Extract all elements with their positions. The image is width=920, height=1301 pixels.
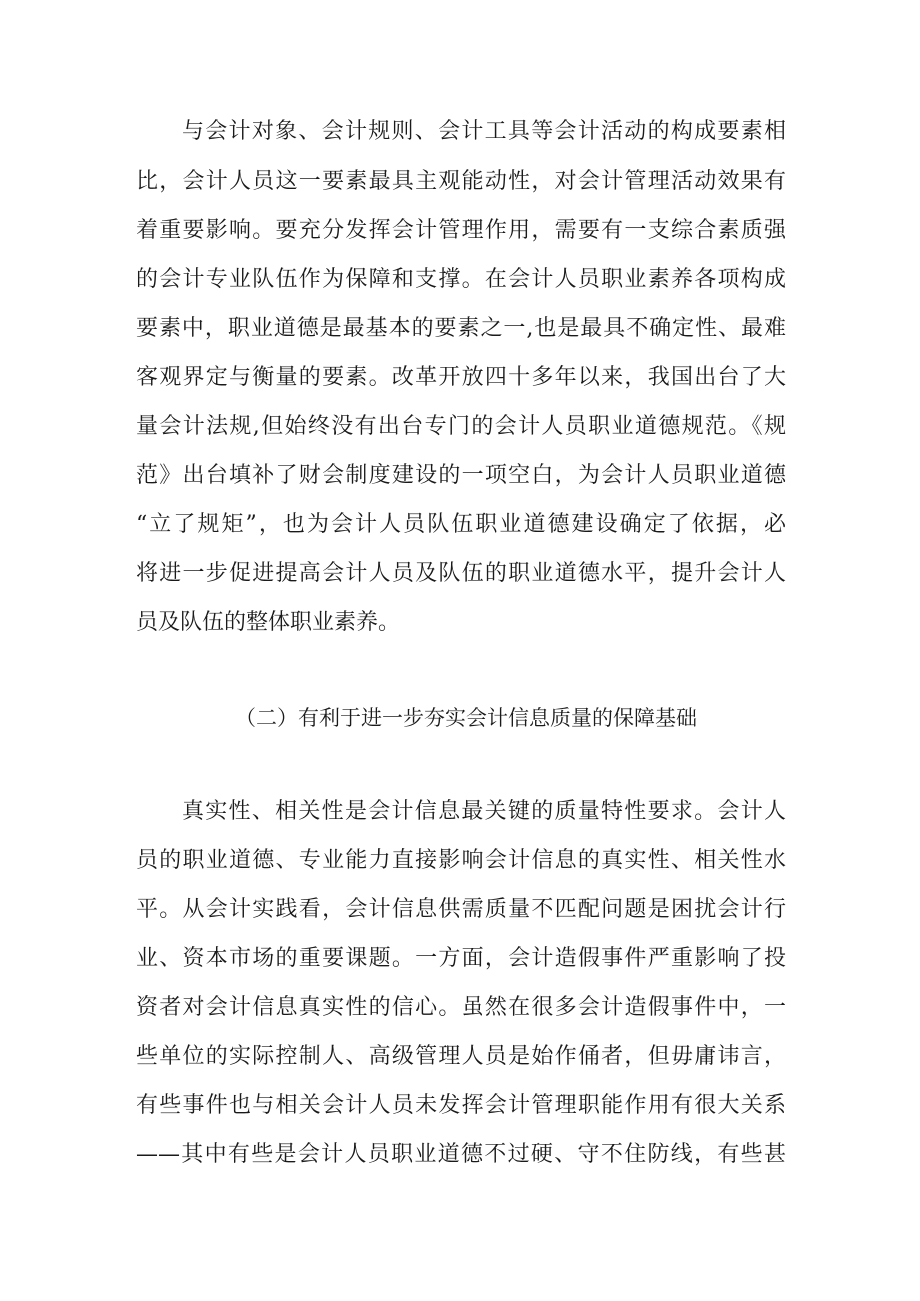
paragraph1-line-9: “立了规矩”，也为会计人员队伍职业道德建设确定了依据，必 bbox=[136, 512, 786, 537]
paragraph2-line-5: 资者对会计信息真实性的信心。虽然在很多会计造假事件中，一 bbox=[136, 995, 786, 1020]
paragraph2-line-4: 业、资本市场的重要课题。一方面，会计造假事件严重影响了投 bbox=[136, 946, 786, 971]
paragraph2-line-8: ——其中有些是会计人员职业道德不过硬、守不住防线，有些甚 bbox=[136, 1142, 786, 1167]
paragraph1-line-3: 着重要影响。要充分发挥会计管理作用，需要有一支综合素质强 bbox=[136, 218, 786, 243]
paragraph1-line-4: 的会计专业队伍作为保障和支撑。在会计人员职业素养各项构成 bbox=[136, 267, 786, 292]
paragraph2-line-6: 些单位的实际控制人、高级管理人员是始作俑者，但毋庸讳言， bbox=[136, 1044, 786, 1069]
paragraph1-line-1: 与会计对象、会计规则、会计工具等会计活动的构成要素相 bbox=[182, 119, 786, 144]
paragraph2-line-3: 平。从会计实践看，会计信息供需质量不匹配问题是困扰会计行 bbox=[136, 897, 786, 922]
paragraph1-line-7: 量会计法规,但始终没有出台专门的会计人员职业道德规范。《规 bbox=[136, 414, 786, 439]
paragraph2-line-2: 员的职业道德、专业能力直接影响会计信息的真实性、相关性水 bbox=[136, 848, 786, 873]
paragraph2-line-1: 真实性、相关性是会计信息最关键的质量特性要求。会计人 bbox=[182, 799, 786, 824]
paragraph1-line-10: 将进一步促进提高会计人员及队伍的职业道德水平，提升会计人 bbox=[136, 561, 786, 586]
paragraph1-line-2: 比，会计人员这一要素最具主观能动性，对会计管理活动效果有 bbox=[136, 169, 786, 194]
paragraph1-line-5: 要素中，职业道德是最基本的要素之一,也是最具不确定性、最难 bbox=[136, 316, 786, 341]
paragraph1-line-6: 客观界定与衡量的要素。改革开放四十多年以来，我国出台了大 bbox=[136, 365, 786, 390]
section-heading: （二）有利于进一步夯实会计信息质量的保障基础 bbox=[235, 706, 697, 730]
paragraph1-line-8: 范》出台填补了财会制度建设的一项空白，为会计人员职业道德 bbox=[136, 463, 786, 488]
paragraph1-line-11: 员及队伍的整体职业素养。 bbox=[136, 610, 401, 635]
paragraph2-line-7: 有些事件也与相关会计人员未发挥会计管理职能作用有很大关系 bbox=[136, 1093, 786, 1118]
